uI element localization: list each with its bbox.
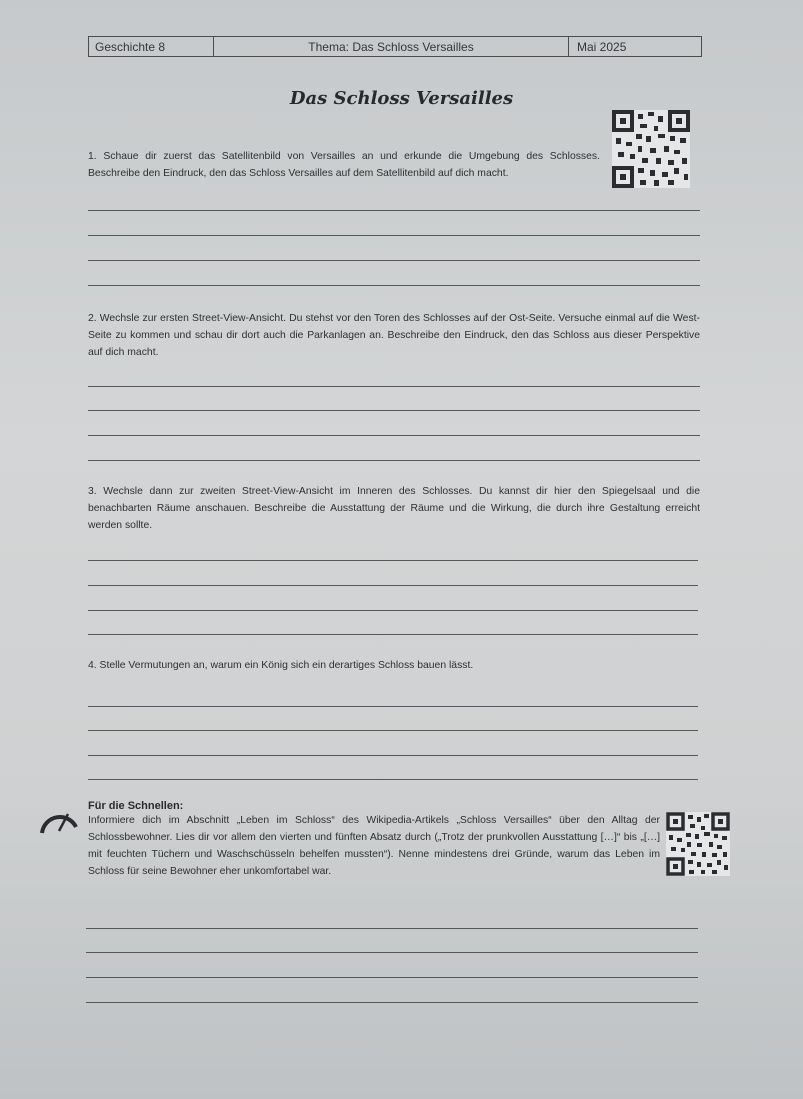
header-topic: Thema: Das Schloss Versailles — [214, 37, 569, 56]
answer-line[interactable] — [86, 952, 698, 953]
answer-line[interactable] — [88, 730, 698, 731]
answer-line[interactable] — [88, 610, 698, 611]
answer-line[interactable] — [88, 706, 698, 707]
task-3-text: 3. Wechsle dann zur zweiten Street-View-Ansicht im Inneren des Schlosses. Du kannst dir hier den Spiegelsaal und die benachbarten Räume anschauen. Beschreibe die Ausstattung der Räume und die Wirkung, die durch ihre Gestaltung erreicht werden sollte. — [88, 486, 700, 531]
task-2-text: 2. Wechsle zur ersten Street-View-Ansicht. Du stehst vor den Toren des Schlosses auf der Ost-Seite. Versuche einmal auf die West-Seite zu kommen und schau dir dort auch die Parkanlagen an. Beschreibe den Eindruck, den das Schloss aus dieser Perspektive auf dich macht. — [88, 313, 700, 358]
task-4-text: 4. Stelle Vermutungen an, warum ein König sich ein derartiges Schloss bauen lässt. — [88, 660, 474, 671]
answer-line[interactable] — [88, 410, 700, 411]
answer-line[interactable] — [86, 977, 698, 978]
answer-line[interactable] — [88, 260, 700, 261]
answer-line[interactable] — [88, 755, 698, 756]
answer-line[interactable] — [88, 634, 698, 635]
header-table — [88, 36, 702, 57]
answer-line[interactable] — [88, 460, 700, 461]
answer-line[interactable] — [88, 560, 698, 561]
answer-line[interactable] — [88, 585, 698, 586]
qr-code-icon — [666, 812, 730, 876]
answer-line[interactable] — [88, 210, 700, 211]
answer-line[interactable] — [88, 285, 700, 286]
header-subject: Geschichte 8 — [89, 37, 214, 56]
answer-line[interactable] — [88, 435, 700, 436]
speedometer-icon — [38, 805, 80, 840]
answer-line[interactable] — [86, 928, 698, 929]
qr-code-icon — [612, 110, 690, 188]
answer-line[interactable] — [88, 235, 700, 236]
answer-line[interactable] — [88, 779, 698, 780]
header-date: Mai 2025 — [577, 39, 627, 54]
fast-task-text: Informiere dich im Abschnitt „Leben im Schloss“ des Wikipedia-Artikels „Schloss Versailles“ über den Alltag der Schlossbewohner. Lies dir vor allem den vierten und fünften Absatz durch („Trotz der prunkvollen Ausstattung […]“ bis „[…] mit feuchten Tüchern und Waschschüsseln behelfen mussten“). Nenne mindestens drei Gründe, warum das Leben im Schloss für seine Bewohner eher unkomfortabel war. — [88, 815, 660, 877]
task-1-text: 1. Schaue dir zuerst das Satellitenbild von Versailles an und erkunde die Umgebung des Schlosses. Beschreibe den Eindruck, den das Schloss Versailles auf dem Satellitenbild auf dich macht. — [88, 151, 600, 179]
worksheet-title: Das Schloss Versailles — [289, 88, 514, 109]
fast-section-heading: Für die Schnellen: — [88, 800, 184, 812]
answer-line[interactable] — [88, 386, 700, 387]
answer-line[interactable] — [86, 1002, 698, 1003]
